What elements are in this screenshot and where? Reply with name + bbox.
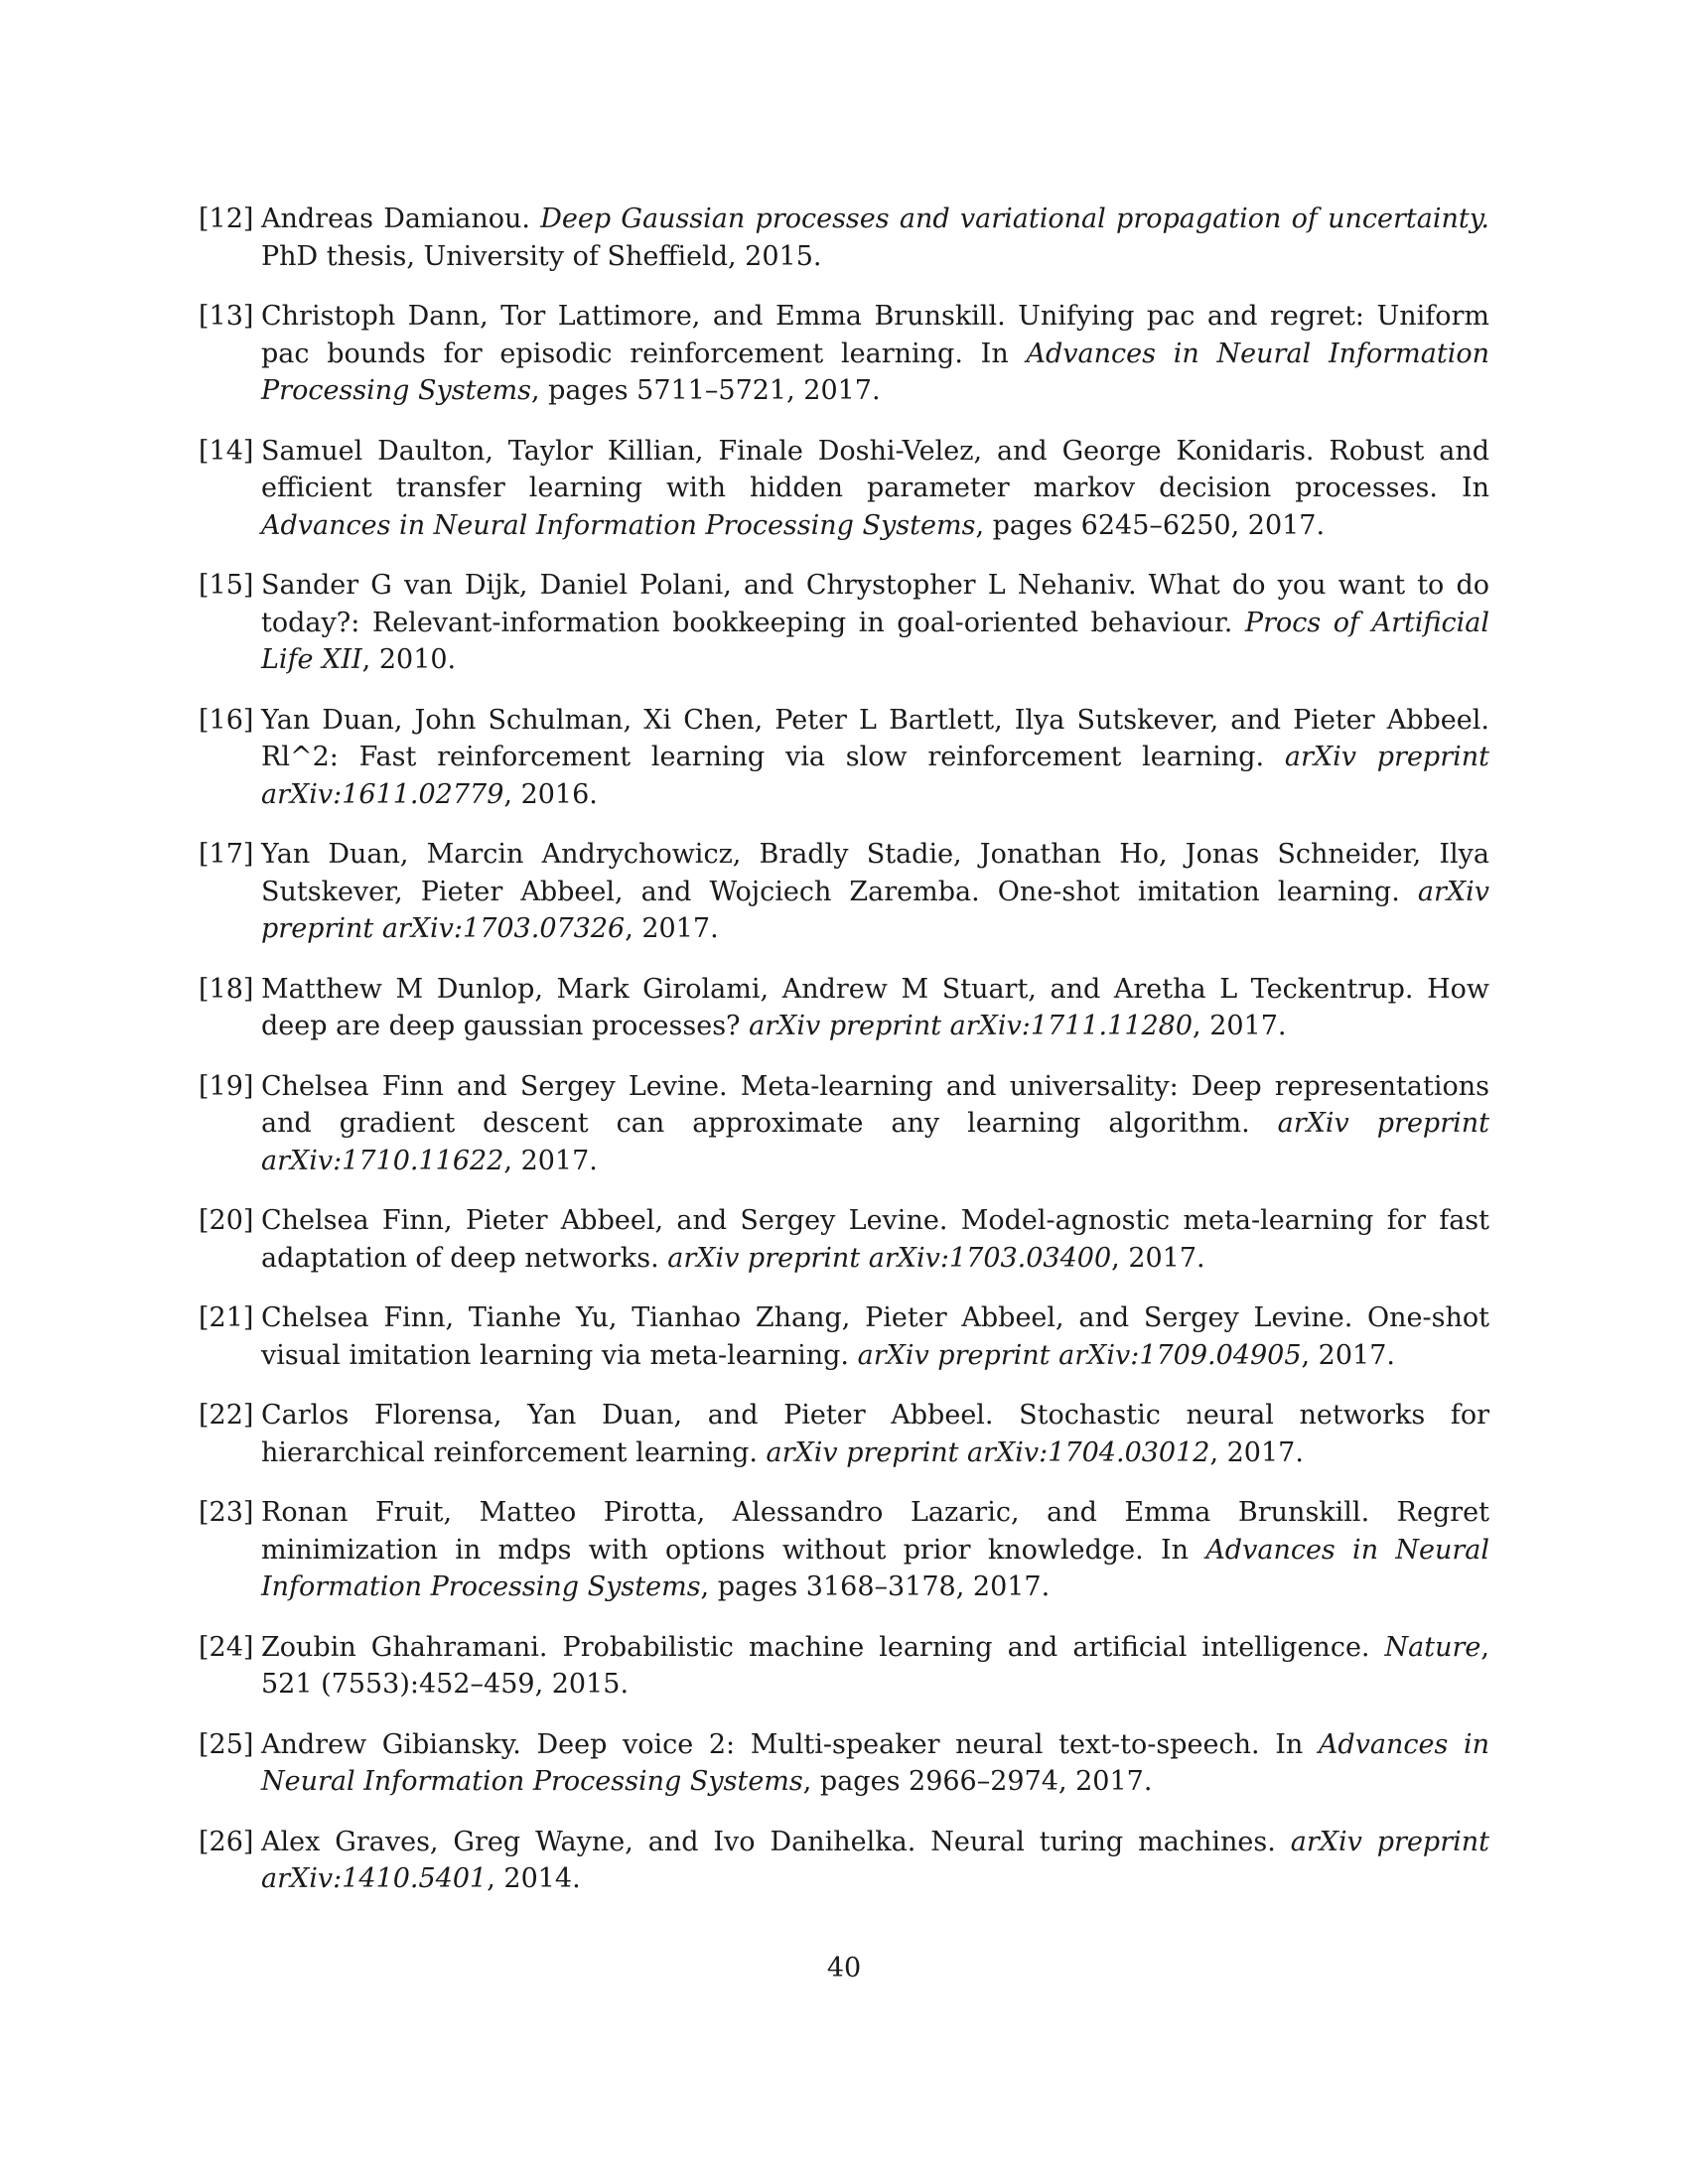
reference-text [261,1494,1489,1606]
reference-text-segment: Yan Duan, Marcin Andrychowicz, Bradly Stadie, Jonathan Ho, Jonas Schneider, Ilya Sutskever, Pieter Abbeel, and Wojciech Zaremba. One-shot imitation learning. [261,839,1489,907]
reference-entry [199,567,1489,679]
reference-venue: arXiv preprint arXiv:1611.02779 [261,742,1489,810]
reference-text-segment: , 521 (7553):452–459, 2015. [261,1631,1489,1700]
reference-number: [18] [199,973,254,1005]
reference-text-segment: Chelsea Finn, Pieter Abbeel, and Sergey Levine. Model-agnostic meta-learning for fast adaptation of deep networks. [261,1205,1489,1274]
reference-text-segment: , 2017. [1111,1242,1205,1274]
reference-text-segment: , 2017. [1301,1339,1395,1371]
reference-text [261,1299,1489,1374]
reference-number: [19] [199,1070,254,1102]
reference-text-segment: Samuel Daulton, Taylor Killian, Finale Doshi-Velez, and George Konidaris. Robust and efficient transfer learning with hidden parameter markov decision processes. In [261,435,1489,503]
reference-list [199,201,1489,1921]
reference-text [261,971,1489,1045]
reference-number: [23] [199,1497,254,1528]
reference-text [261,1202,1489,1277]
reference-text-segment: Ronan Fruit, Matteo Pirotta, Alessandro Lazaric, and Emma Brunskill. Regret minimization in mdps with options without prior knowledge. In [261,1497,1489,1566]
reference-text [261,1726,1489,1801]
reference-entry [199,1397,1489,1471]
reference-text-segment: Zoubin Ghahramani. Probabilistic machine learning and artificial intelligence. [261,1631,1385,1663]
reference-number: [26] [199,1826,254,1857]
reference-entry [199,201,1489,275]
reference-text [261,298,1489,410]
reference-text-segment: Carlos Florensa, Yan Duan, and Pieter Abbeel. Stochastic neural networks for hierarchical reinforcement learning. [261,1400,1489,1468]
reference-text-segment: Alex Graves, Greg Wayne, and Ivo Danihelka. Neural turing machines. [261,1826,1291,1857]
reference-number: [14] [199,435,254,467]
reference-text-segment: Sander G van Dijk, Daniel Polani, and Chrystopher L Nehaniv. What do you want to do today?: Relevant-information bookkeeping in goal-oriented behaviour. [261,570,1489,638]
reference-venue: Advances in Neural Information Processing Systems [261,1534,1489,1602]
reference-text-segment: , 2016. [503,778,598,810]
reference-venue: arXiv preprint arXiv:1703.07326 [261,876,1489,944]
reference-venue: arXiv preprint arXiv:1704.03012 [766,1436,1210,1468]
reference-text-segment: PhD thesis, University of Sheffield, 2015. [261,240,822,272]
reference-text [261,433,1489,545]
reference-entry [199,1494,1489,1606]
reference-text [261,702,1489,814]
reference-text-segment: , 2014. [487,1863,581,1894]
reference-text-segment: , pages 2966–2974, 2017. [802,1766,1153,1797]
reference-number: [16] [199,704,254,736]
reference-venue: arXiv preprint arXiv:1709.04905 [857,1339,1302,1371]
reference-entry [199,433,1489,545]
reference-venue: Advances in Neural Information Processing Systems [261,338,1490,406]
reference-venue: Advances in Neural Information Processing Systems [261,509,976,541]
reference-text [261,1397,1489,1471]
reference-number: [21] [199,1302,254,1333]
reference-entry [199,1299,1489,1374]
reference-text-segment: Chelsea Finn and Sergey Levine. Meta-learning and universality: Deep representations and gradient descent can approximate any learning algorithm. [261,1070,1489,1139]
reference-venue: arXiv preprint arXiv:1710.11622 [261,1108,1489,1176]
reference-venue: Nature [1384,1631,1481,1663]
reference-text-segment: Andreas Damianou. [261,204,541,234]
reference-text-segment: , 2017. [1193,1011,1287,1041]
reference-number: [24] [199,1631,254,1663]
reference-number: [20] [199,1205,254,1236]
reference-text-segment: Chelsea Finn, Tianhe Yu, Tianhao Zhang, Pieter Abbeel, and Sergey Levine. One-shot visual imitation learning via meta-learning. [261,1302,1489,1371]
reference-number: [12] [199,204,254,234]
reference-text [261,1629,1489,1704]
reference-entry [199,1202,1489,1277]
reference-text-segment: , 2017. [625,913,719,944]
reference-entry [199,1824,1489,1898]
reference-text-segment: Yan Duan, John Schulman, Xi Chen, Peter L Bartlett, Ilya Sutskever, and Pieter Abbeel. Rl^2: Fast reinforcement learning via slow reinforcement learning. [261,704,1489,772]
reference-text [261,1068,1489,1180]
reference-venue: Deep Gaussian processes and variational propagation of uncertainty. [540,204,1489,234]
reference-entry [199,298,1489,410]
reference-number: [13] [199,301,254,332]
reference-text [261,1824,1489,1898]
reference-text-segment: , 2017. [1209,1436,1304,1468]
reference-text-segment: , 2017. [503,1145,598,1176]
reference-entry [199,1726,1489,1801]
reference-text-segment: Andrew Gibiansky. Deep voice 2: Multi-speaker neural text-to-speech. In [261,1728,1319,1760]
reference-number: [17] [199,839,254,870]
reference-entry [199,702,1489,814]
reference-text [261,567,1489,679]
reference-text [261,201,1489,275]
reference-text-segment: , 2010. [361,644,457,675]
reference-number: [22] [199,1400,254,1431]
page-number: 40 [826,1953,862,1983]
reference-entry [199,836,1489,948]
reference-text-segment: , pages 5711–5721, 2017. [530,375,881,406]
reference-text [261,836,1489,948]
reference-text-segment: , pages 3168–3178, 2017. [700,1571,1051,1602]
reference-venue: arXiv preprint arXiv:1703.03400 [667,1242,1112,1274]
reference-venue: arXiv preprint arXiv:1711.11280 [749,1011,1194,1041]
reference-venue: arXiv preprint arXiv:1410.5401 [261,1826,1489,1894]
reference-text-segment: Matthew M Dunlop, Mark Girolami, Andrew M Stuart, and Aretha L Teckentrup. How deep are deep gaussian processes? [261,973,1489,1041]
reference-entry [199,1068,1489,1180]
reference-entry [199,1629,1489,1704]
reference-venue: Procs of Artificial Life XII [261,607,1489,675]
reference-number: [15] [199,570,254,601]
reference-text-segment: Christoph Dann, Tor Lattimore, and Emma Brunskill. Unifying pac and regret: Uniform pac bounds for episodic reinforcement learning. In [261,301,1489,369]
reference-number: [25] [199,1728,254,1760]
reference-text-segment: , pages 6245–6250, 2017. [975,509,1326,541]
reference-venue: Advances in Neural Information Processing Systems [261,1728,1489,1797]
reference-entry [199,971,1489,1045]
